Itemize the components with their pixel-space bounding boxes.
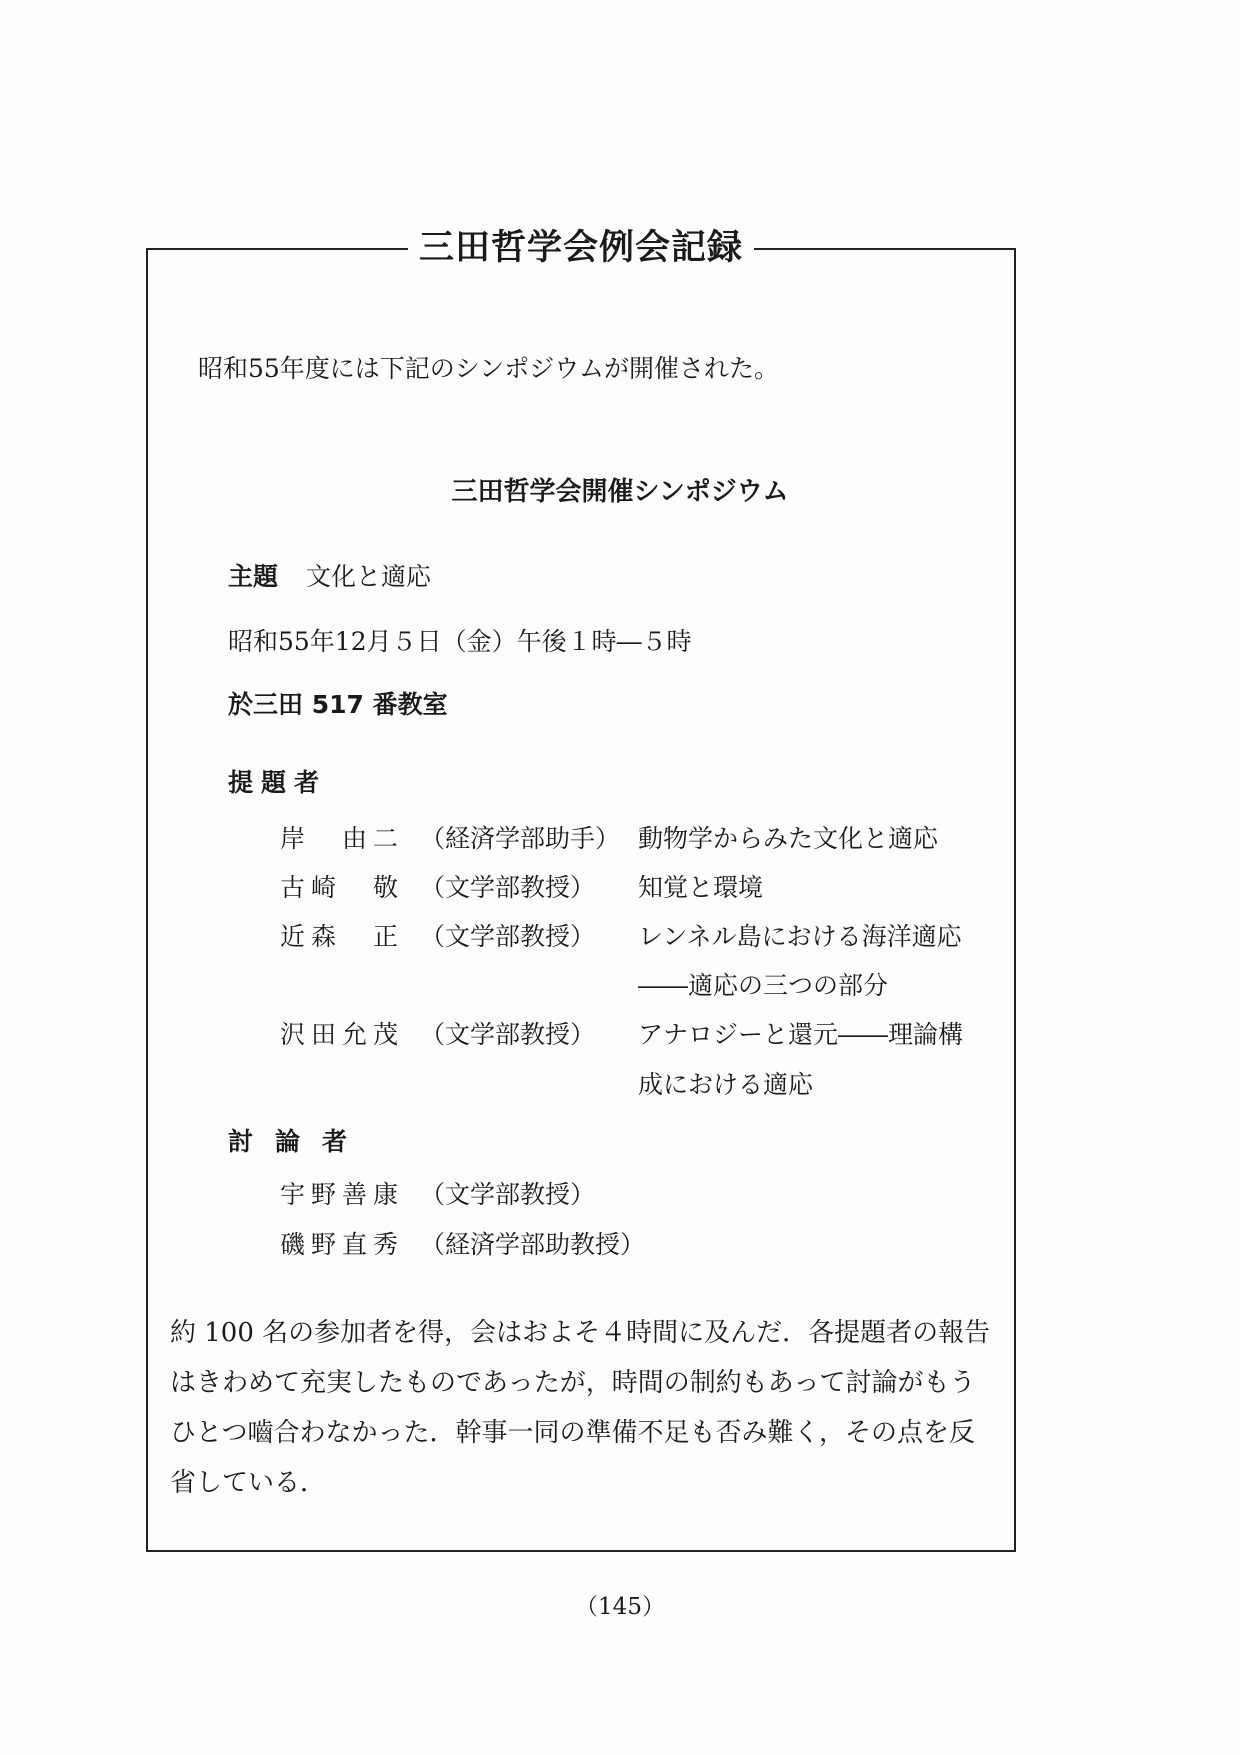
closing-paragraph: 約 100 名の参加者を得，会はおよそ４時間に及んだ．各提題者の報告はきわめて充実したものであったが，時間の制約もあって討論がもうひとつ嚙合わなかった．幹事一同の準備不足も否み難く，その点を反省している． — [170, 1318, 991, 1498]
event-date: 昭和55年12月５日（金）午後１時―５時 — [228, 627, 692, 656]
theme-value: 文化と適応 — [306, 562, 432, 591]
presenters-label: 提題者 — [228, 768, 328, 797]
presenter-affiliation: （経済学部助手） — [420, 824, 621, 853]
presenter-talk-subtitle: ――適応の三つの部分 — [638, 971, 889, 1000]
presenter-name: 沢田允茂 — [280, 1020, 405, 1049]
discussant-name: 宇野善康 — [280, 1180, 405, 1209]
theme-label: 主題 — [228, 562, 279, 591]
discussant-affiliation: （経済学部助教授） — [420, 1230, 646, 1259]
presenter-affiliation: （文学部教授） — [420, 873, 596, 902]
intro-text: 昭和55年度には下記のシンポジウムが開催された。 — [198, 354, 779, 383]
discussant-name: 磯野直秀 — [280, 1230, 405, 1259]
symposium-title: 三田哲学会開催シンポジウム — [451, 477, 789, 507]
page-title: 三田哲学会例会記録 — [418, 228, 743, 268]
presenter-talk-continued: 成における適応 — [638, 1070, 814, 1099]
presenter-talk: 知覚と環境 — [638, 873, 764, 902]
presenter-talk: アナロジーと還元――理論構 — [638, 1020, 964, 1049]
discussant-affiliation: （文学部教授） — [420, 1180, 596, 1209]
presenter-affiliation: （文学部教授） — [420, 1020, 596, 1049]
presenter-talk: 動物学からみた文化と適応 — [638, 824, 939, 853]
discussants-label: 討論者 — [228, 1127, 370, 1156]
presenter-name: 岸 由二 — [280, 824, 405, 853]
presenter-affiliation: （文学部教授） — [420, 922, 596, 951]
presenter-name: 近森 正 — [280, 922, 405, 951]
presenter-talk: レンネル島における海洋適応 — [638, 922, 962, 951]
event-venue: 於三田 517 番教室 — [228, 690, 448, 719]
presenter-name: 古崎 敬 — [280, 873, 405, 902]
page-number: （145） — [575, 1594, 665, 1620]
